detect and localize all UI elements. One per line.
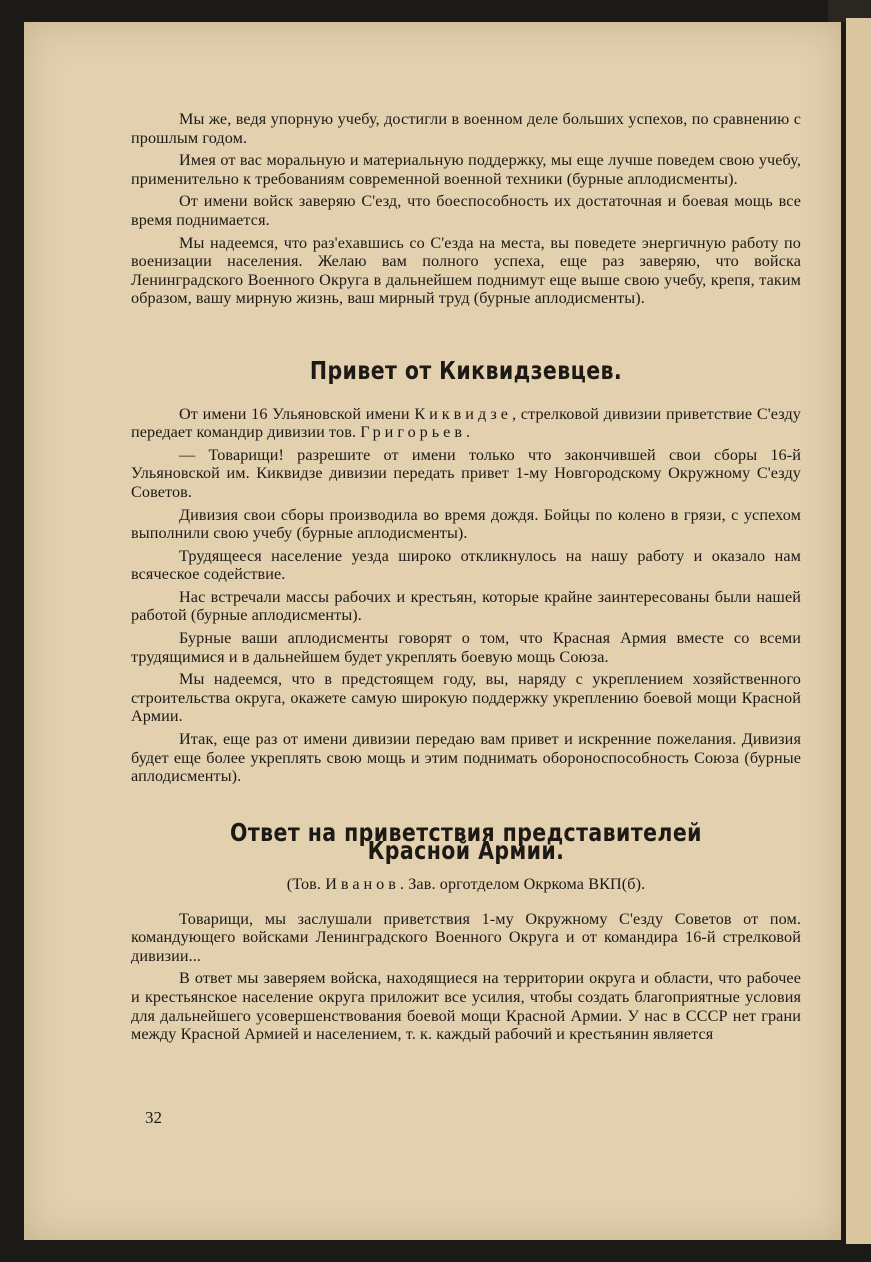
paragraph: Мы же, ведя упорную учебу, достигли в военном деле больших успехов, по сравнению с прошлым годом. — [131, 110, 801, 147]
intro-text: , стрелковой дивизии приветствие С'езду передает командир дивизии тов. — [131, 404, 801, 442]
byline-text: . Зав. орготделом Окркома ВКП(б). — [399, 875, 646, 893]
page-content — [131, 110, 801, 1048]
section-intro — [131, 405, 801, 442]
paragraph: Имея от вас моральную и материальную поддержку, мы еще лучше поведем свою учебу, применительно к требованиям современной военной техники (бурные аплодисменты). — [131, 151, 801, 188]
paragraph: Трудящееся население уезда широко откликнулось на нашу работу и оказало нам всяческое содействие. — [131, 546, 801, 584]
paragraph: Дивизия свои сборы производила во время дождя. Бойцы по колено в грязи, с успехом выполнили свою учебу (бурные аплодисменты). — [131, 505, 801, 543]
paragraph: Бурные ваши аплодисменты говорят о том, что Красная Армия вместе со всеми трудящимися и в дальнейшем будет укреплять боевую мощь Союза. — [131, 629, 801, 666]
paragraph: Мы надеемся, что в предстоящем году, вы, наряду с укреплением хозяйственного строительства округа, окажете самую широкую поддержку укреплению боевой мощи Красной Армии. — [131, 670, 801, 726]
division-name: Киквидзе — [414, 404, 512, 423]
speaker-name: Иванов — [325, 875, 400, 893]
paragraph: Мы надеемся, что раз'ехавшись со С'езда на места, вы поведете энергичную работу по военизации населения. Желаю вам полного успеха, еще раз заверяю, что войска Ленинградского Военного Округа в дальнейшем поднимут еще выше свою учебу, крепя, таким образом, вашу мирную жизнь, ваш мирный труд (бурные аплодисменты). — [131, 233, 801, 308]
paragraph: — Товарищи! разрешите от имени только что закончившей свои сборы 16-й Ульяновской им. Киквидзе дивизии передать привет 1-му Новгородскому Окружному С'езду Советов. — [131, 445, 801, 501]
byline-text: (Тов. — [286, 875, 326, 893]
adjacent-page-edge — [846, 18, 871, 1244]
page-number: 32 — [145, 1108, 162, 1127]
paragraph: Товарищи, мы заслушали приветствия 1-му Окружному С'езду Советов от пом. командующего войсками Ленинградского Военного Округа и от командира 16-й стрелковой дивизии... — [131, 909, 801, 965]
intro-text: . — [465, 423, 471, 442]
commander-name: Григорьев — [360, 423, 466, 442]
section-heading: Ответ на приветствия представителей Красной Армии. — [230, 817, 702, 866]
intro-text: От имени 16 Ульяновской имени — [179, 404, 415, 423]
section-heading: Привет от Киквидзевцев. — [309, 355, 623, 385]
paragraph: Итак, еще раз от имени дивизии передаю вам привет и искренние пожелания. Дивизия будет еще более укреплять свою мощь и этим поднимать обороноспособность Союза (бурные аплодисменты). — [131, 730, 801, 786]
byline — [131, 875, 801, 894]
paragraph: От имени войск заверяю С'езд, что боеспособность их достаточная и боевая мощь все время поднимается. — [131, 192, 801, 229]
paragraph: В ответ мы заверяем войска, находящиеся на территории округа и области, что рабочее и крестьянское население округа приложит все усилия, чтобы создать благоприятные условия для дальнейшего усовершенствования боевой мощи Красной Армии. У нас в СССР нет грани между Красной Армией и населением, т. к. каждый рабочий и крестьянин является — [131, 969, 801, 1044]
paragraph: Нас встречали массы рабочих и крестьян, которые крайне заинтересованы были нашей работой (бурные аплодисменты). — [131, 587, 801, 625]
